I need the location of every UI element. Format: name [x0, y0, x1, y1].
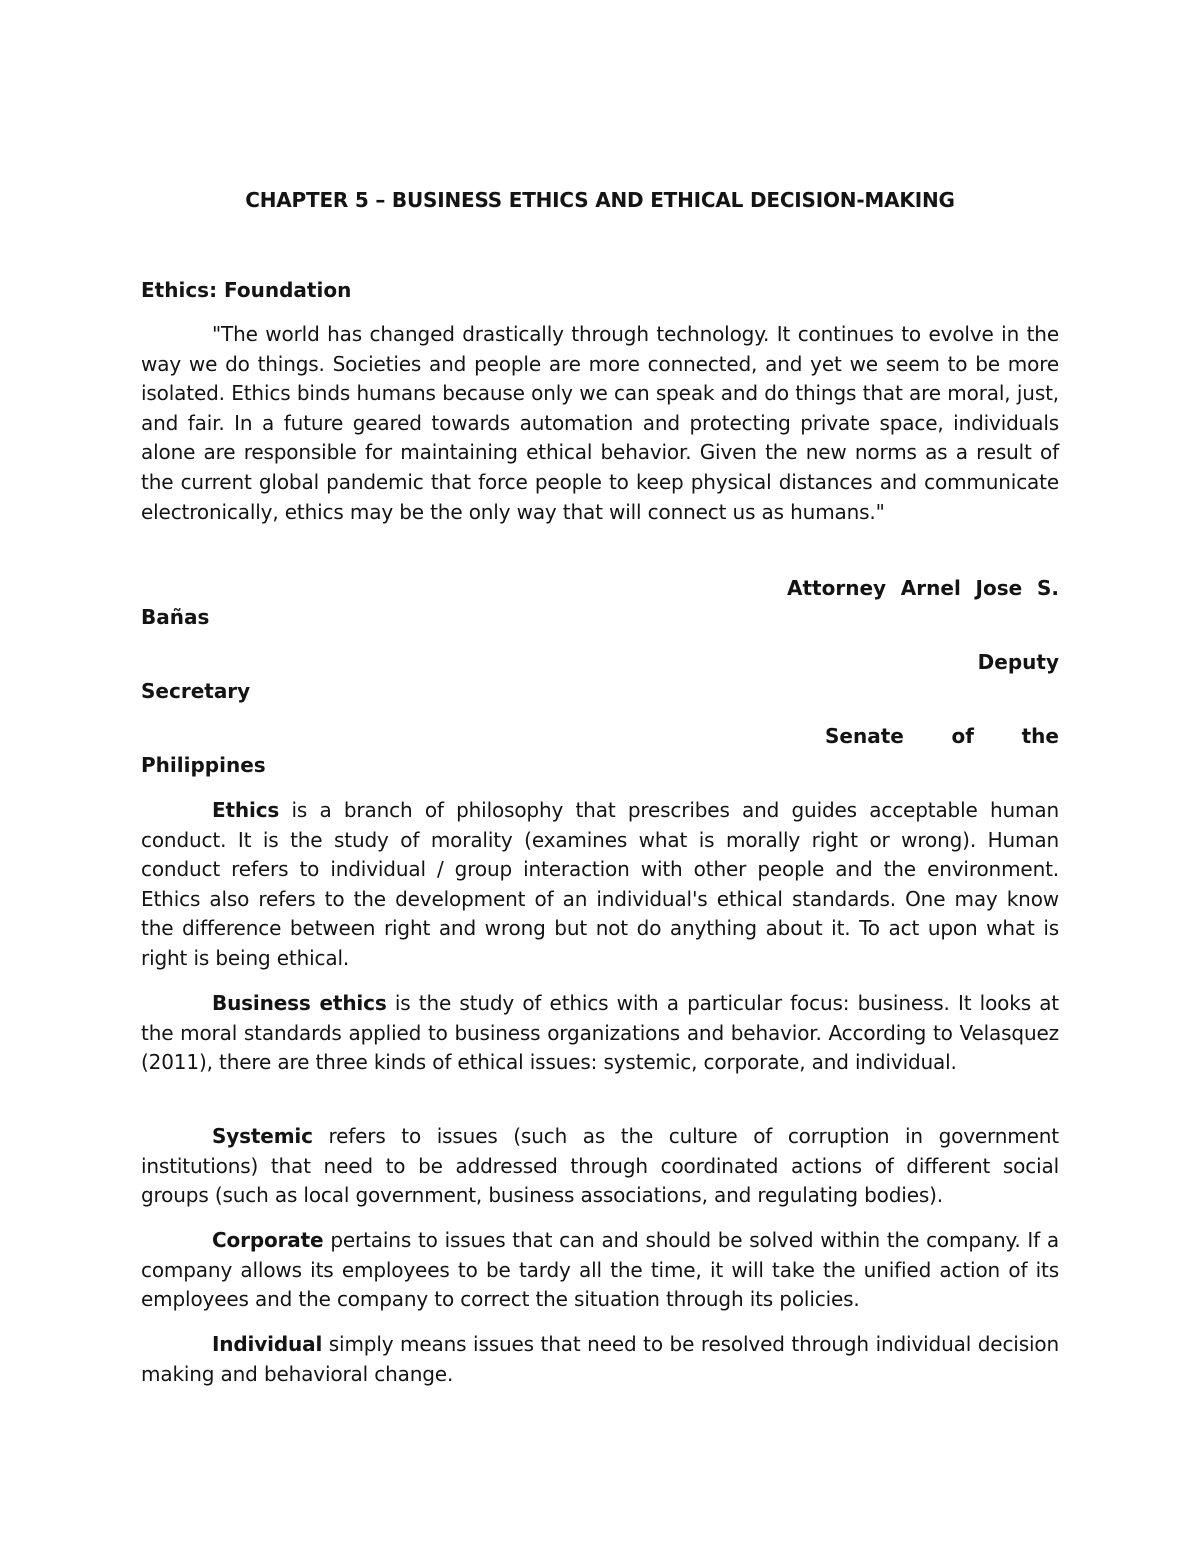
- paragraph-text: is a branch of philosophy that prescribes and guides acceptable human conduct. It is the study of morality (examines what is morally right or wrong). Human conduct refers to individual / group interaction with other people and the environment. Ethics also refers to the development of an individual's ethical standards. One may know the difference between right and wrong but not do anything about it. To act upon what is right is being ethical.: [141, 798, 1059, 970]
- term-ethics: Ethics: [212, 798, 280, 822]
- term-individual: Individual: [212, 1332, 323, 1356]
- paragraph-corporate: [141, 1226, 1059, 1315]
- attribution-word: Attorney: [787, 576, 887, 600]
- paragraph-text: simply means issues that need to be resolved through individual decision making and behavioral change.: [141, 1332, 1059, 1386]
- paragraph-systemic: [141, 1122, 1059, 1211]
- attribution-name-wrap: Bañas: [141, 605, 210, 629]
- attribution-word: Jose: [975, 576, 1023, 600]
- paragraph-text: pertains to issues that can and should be solved within the company. If a company allows its employees to be tardy all the time, it will take the unified action of its employees and the company to correct the situation through its policies.: [141, 1228, 1059, 1312]
- paragraph-business-ethics: [141, 989, 1059, 1078]
- chapter-title: CHAPTER 5 – BUSINESS ETHICS AND ETHICAL DECISION-MAKING: [245, 188, 955, 212]
- section-heading: Ethics: Foundation: [141, 278, 352, 302]
- term-systemic: Systemic: [212, 1124, 313, 1148]
- attribution-org-wrap: Philippines: [141, 753, 266, 777]
- paragraph-individual: [141, 1330, 1059, 1389]
- paragraph-text: is the study of ethics with a particular focus: business. It looks at the moral standards applied to business organizations and behavior. According to Velasquez (2011), there are three kinds of ethical issues: systemic, corporate, and individual.: [141, 991, 1059, 1075]
- attribution-word: Arnel: [900, 576, 961, 600]
- quote-paragraph: "The world has changed drastically through technology. It continues to evolve in the way we do things. Societies and people are more connected, and yet we seem to be more isolated. Ethics binds humans because only we can speak and do things that are moral, just, and fair. In a future geared towards automation and protecting private space, individuals alone are responsible for maintaining ethical behavior. Given the new norms as a result of the current global pandemic that force people to keep physical distances and communicate electronically, ethics may be the only way that will connect us as humans.": [141, 322, 1059, 524]
- document-page: [141, 0, 1059, 1553]
- attribution-word: S.: [1036, 576, 1059, 600]
- attribution-word: the: [1021, 724, 1059, 748]
- attribution-role-wrap: Secretary: [141, 679, 251, 703]
- attribution-word: of: [951, 724, 974, 748]
- attribution-role: Deputy: [977, 650, 1059, 674]
- attribution-word: Senate: [825, 724, 904, 748]
- paragraph-text: refers to issues (such as the culture of corruption in government institutions) that need to be addressed through coordinated actions of different social groups (such as local government, business associations, and regulating bodies).: [141, 1124, 1059, 1208]
- attribution-org-line: [825, 722, 1059, 750]
- paragraph-ethics: [141, 796, 1059, 974]
- attribution-name-line: [787, 574, 1059, 602]
- term-business-ethics: Business ethics: [212, 991, 387, 1015]
- term-corporate: Corporate: [212, 1228, 324, 1252]
